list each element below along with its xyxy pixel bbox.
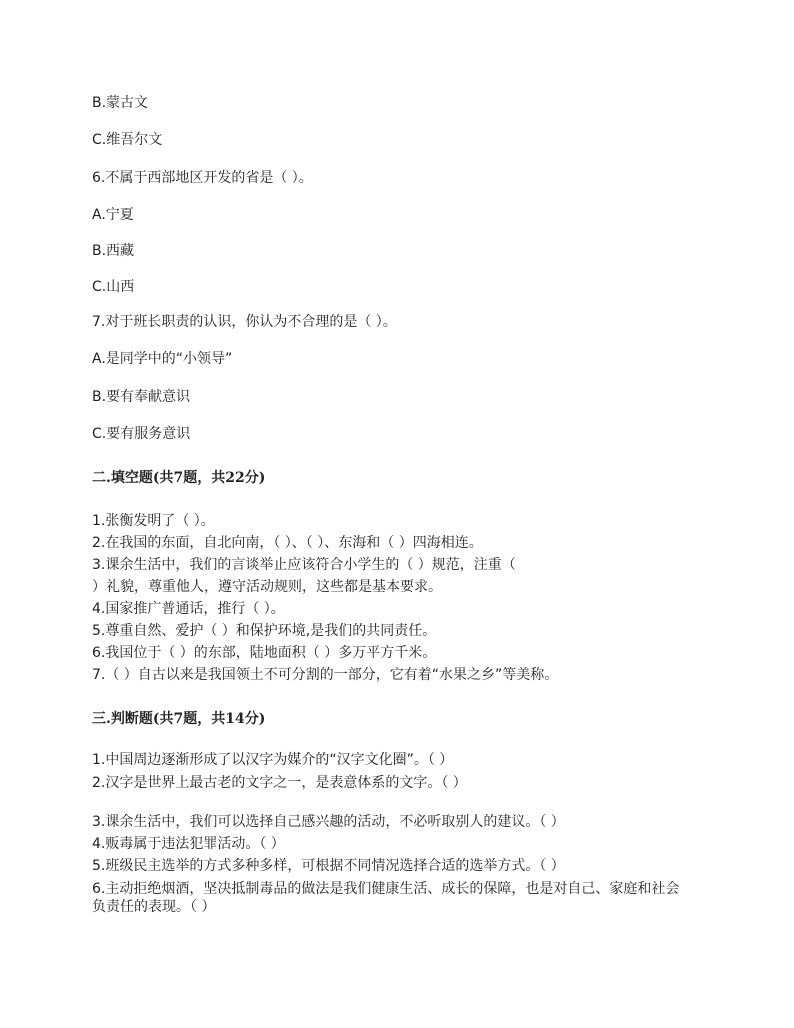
judge-item: 5.班级民主选举的方式多种多样，可根据不同情况选择合适的选举方式。（ ） — [92, 858, 565, 874]
judge-item: 1.中国周边逐渐形成了以汉字为媒介的“汉字文化圈”。（ ） — [92, 752, 454, 768]
fill-item-continued: ）礼貌，尊重他人，遵守活动规则，这些都是基本要求。 — [92, 579, 442, 595]
q5-option-b: B.蒙古文 — [92, 95, 149, 111]
q5-option-c: C.维吾尔文 — [92, 132, 163, 148]
judge-item: 3.课余生活中，我们可以选择自己感兴趣的活动，不必听取别人的建议。（ ） — [92, 814, 565, 830]
fill-item: 6.我国位于（ ）的东部，陆地面积（ ）多万平方千米。 — [92, 645, 437, 661]
q7-option-c: C.要有服务意识 — [92, 426, 191, 442]
q7-option-b: B.要有奉献意识 — [92, 389, 191, 405]
judge-item: 6.主动拒绝烟酒，坚决抵制毒品的做法是我们健康生活、成长的保障，也是对自己、家庭和社会负责任的表现。（ ） — [92, 881, 680, 915]
fill-item: 7.（ ）自古以来是我国领土不可分割的一部分，它有着“水果之乡”等美称。 — [92, 667, 559, 683]
fill-item: 4.国家推广普通话，推行（ ）。 — [92, 601, 285, 617]
q6-option-c: C.山西 — [92, 279, 135, 295]
fill-item: 2.在我国的东面，自北向南，（ ）、（ ）、东海和（ ）四海相连。 — [92, 535, 483, 551]
judge-item: 4.贩毒属于违法犯罪活动。（ ） — [92, 836, 285, 852]
judge-section-title: 三.判断题(共7题，共14分) — [92, 711, 266, 727]
q6-option-b: B.西藏 — [92, 243, 135, 259]
fill-item: 1.张衡发明了（ ）。 — [92, 513, 215, 529]
q7-stem: 7.对于班长职责的认识，你认为不合理的是（ ）。 — [92, 314, 397, 330]
q6-option-a: A.宁夏 — [92, 207, 134, 223]
fill-item: 3.课余生活中，我们的言谈举止应该符合小学生的（ ）规范，注重（ — [92, 557, 516, 573]
fill-section-title: 二.填空题(共7题，共22分) — [92, 470, 266, 486]
judge-item: 2.汉字是世界上最古老的文字之一，是表意体系的文字。（ ） — [92, 775, 467, 791]
q6-stem: 6.不属于西部地区开发的省是（ ）。 — [92, 170, 313, 186]
fill-item: 5.尊重自然、爱护（ ）和保护环境,是我们的共同责任。 — [92, 623, 437, 639]
q7-option-a: A.是同学中的“小领导” — [92, 351, 233, 367]
